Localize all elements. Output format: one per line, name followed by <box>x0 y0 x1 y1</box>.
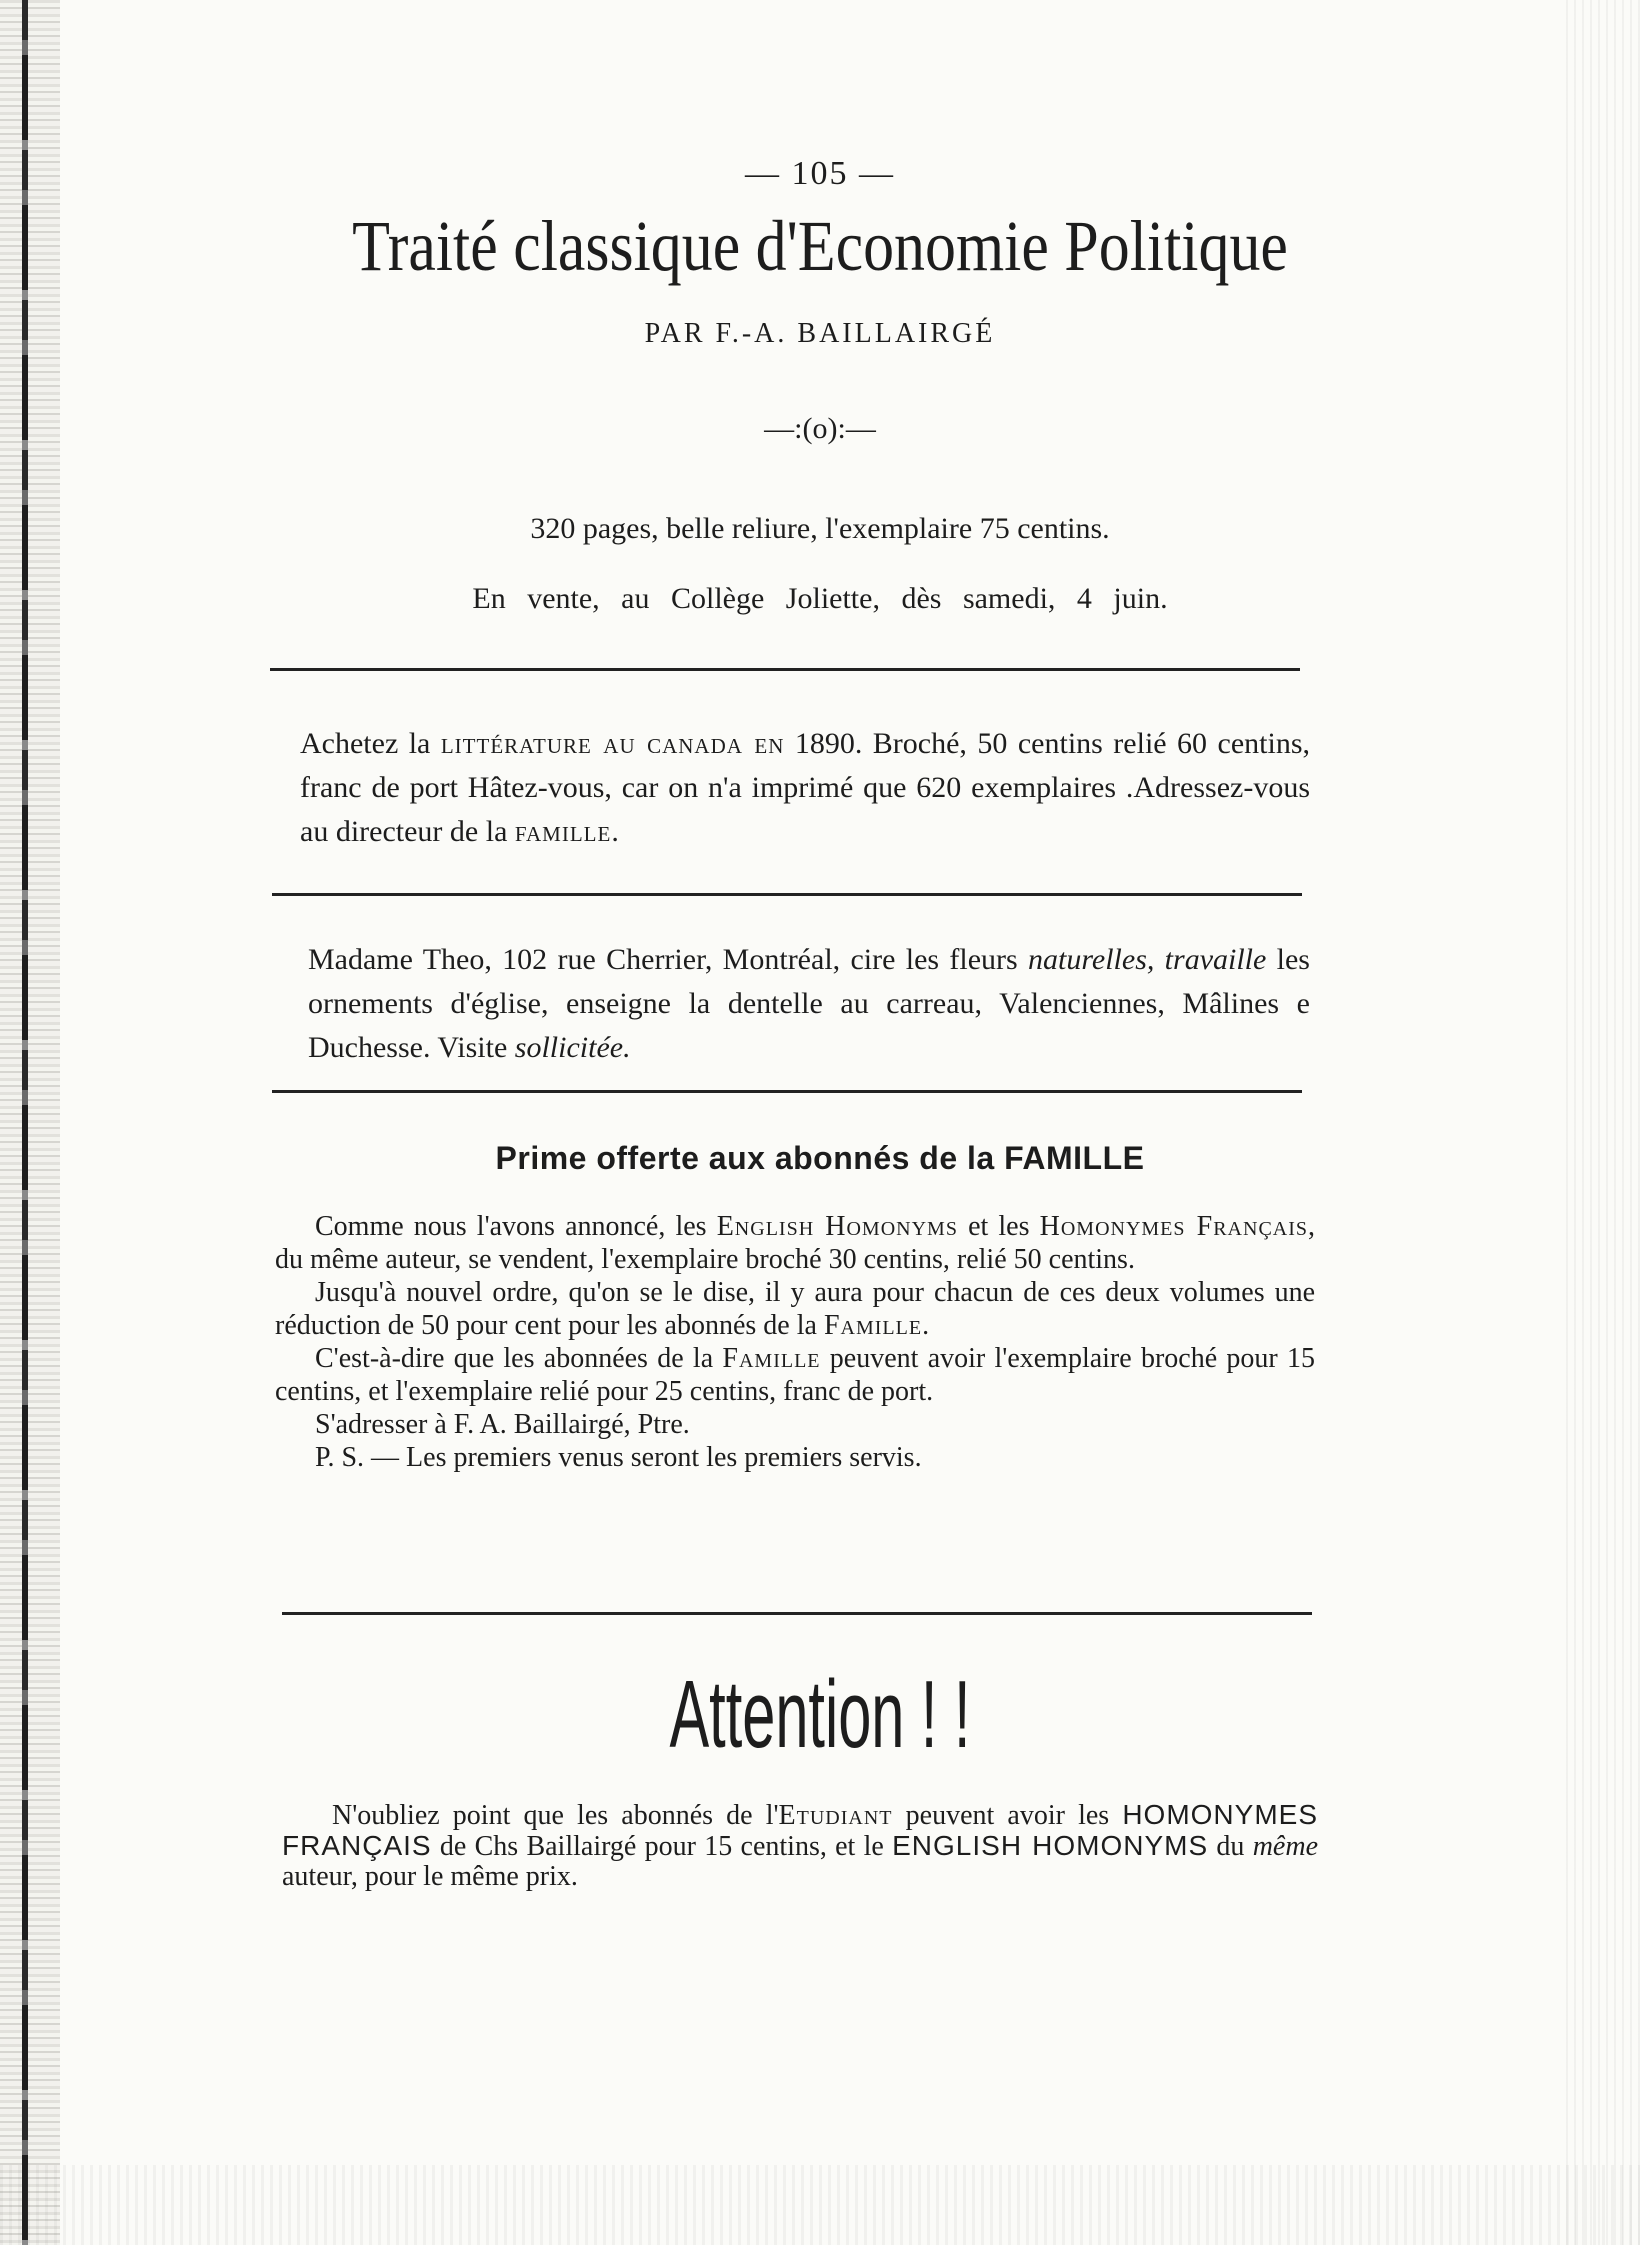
prime-paragraph-3 <box>275 1342 1315 1408</box>
ornament-divider: —:(o):— <box>764 412 876 445</box>
section-divider-3 <box>272 1090 1302 1093</box>
section-divider-1 <box>270 668 1300 671</box>
book-info-line-1: 320 pages, belle reliure, l'exemplaire 75 centins. <box>530 512 1110 545</box>
prime-postscript: P. S. — Les premiers venus seront les premiers servis. <box>315 1442 922 1473</box>
ad-litterature <box>300 722 1310 854</box>
attention-text-c: de Chs Baillairgé pour 15 centins, et le <box>431 1831 893 1862</box>
ad-theo-italic-2: sollicitée. <box>514 1031 631 1064</box>
attention-text-b: peuvent avoir les <box>892 1800 1123 1831</box>
ad-litterature-caps-1: littérature au canada en <box>440 727 785 760</box>
prime-paragraph-1 <box>275 1210 1315 1276</box>
attention-caps-2: HOMONYMES FRANÇAIS <box>282 1799 1318 1861</box>
attention-caps-3: ENGLISH HOMONYMS <box>892 1830 1209 1861</box>
prime-p3-caps: Famille <box>722 1343 821 1374</box>
attention-heading: Attention ! ! <box>669 1661 971 1768</box>
page-number: — 105 — <box>745 155 895 192</box>
prime-p2-caps: Famille. <box>823 1310 931 1341</box>
section-divider-4 <box>282 1612 1312 1615</box>
prime-p1-text-c: , du même auteur, se vendent, l'exemplaire broché 30 centins, relié 50 centins. <box>275 1211 1316 1275</box>
prime-p2-text-a: Jusqu'à nouvel ordre, qu'on se le dise, il y aura pour chacun de ces deux volumes une réduction de 50 pour cent pour les abonnés de la <box>275 1277 1315 1341</box>
attention-caps-1: Etudiant <box>778 1800 893 1831</box>
attention-paragraph <box>282 1800 1318 1892</box>
ad-litterature-text-2: 1890. Broché, 50 centins relié 60 centins, franc de port Hâtez-vous, car on n'a imprimé que 620 exemplaires .Adressez-vous au directeur de la <box>300 727 1310 848</box>
author-byline: PAR F.-A. BAILLAIRGÉ <box>644 318 996 349</box>
ad-theo <box>308 938 1310 1070</box>
prime-p1-caps-2: Homonymes Français <box>1039 1211 1309 1242</box>
ad-theo-text-2: les ornements d'église, enseigne la dentelle au carreau, Valenciennes, Mâlines e Duchesse. Visite <box>308 943 1310 1064</box>
prime-paragraph-4: S'adresser à F. A. Baillairgé, Ptre. <box>315 1409 690 1440</box>
prime-paragraph-2 <box>275 1276 1315 1342</box>
attention-block <box>282 1800 1318 1892</box>
page-title: Traité classique d'Economie Politique <box>352 206 1288 286</box>
prime-heading: Prime offerte aux abonnés de la FAMILLE <box>495 1140 1145 1176</box>
attention-text-a: N'oubliez point que les abonnés de l' <box>332 1800 779 1831</box>
prime-offer-block <box>275 1210 1315 1474</box>
prime-p1-text-b: et les <box>957 1211 1040 1242</box>
prime-p1-text-a: Comme nous l'avons annoncé, les <box>315 1211 717 1242</box>
attention-text-e: auteur, pour le même prix. <box>282 1861 578 1892</box>
attention-text-d: du <box>1208 1831 1253 1862</box>
ad-theo-italic-1: naturelles, travaille <box>1028 943 1267 976</box>
attention-italic: même <box>1252 1831 1318 1862</box>
ad-litterature-caps-2: famille. <box>514 815 620 848</box>
book-info-line-2: En vente, au Collège Joliette, dès samedi, 4 juin. <box>472 582 1168 615</box>
prime-p3-text-b: peuvent avoir l'exemplaire broché pour 15 centins, et l'exemplaire relié pour 25 centins, franc de port. <box>275 1343 1315 1407</box>
ad-litterature-text-1: Achetez la <box>300 727 441 760</box>
prime-p3-text-a: C'est-à-dire que les abonnées de la <box>315 1343 723 1374</box>
ad-theo-text-1: Madame Theo, 102 rue Cherrier, Montréal, cire les fleurs <box>308 943 1028 976</box>
prime-p1-caps-1: English Homonyms <box>716 1211 958 1242</box>
section-divider-2 <box>272 893 1302 896</box>
